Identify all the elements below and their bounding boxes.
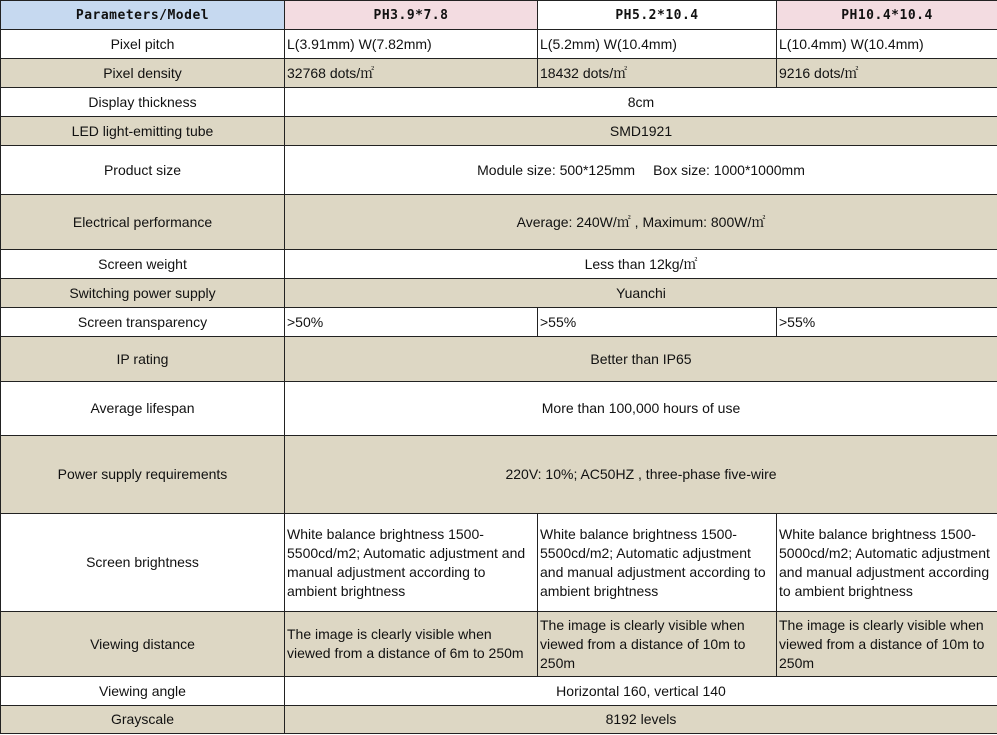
row-power-supply-requirements xyxy=(1,436,997,514)
cell-ph5-2: L(5.2mm) W(10.4mm) xyxy=(538,30,777,59)
row-screen-transparency xyxy=(1,308,997,337)
row-value: 220V: 10%; AC50HZ , three-phase five-wire xyxy=(285,436,997,514)
cell-ph5-2: >55% xyxy=(538,308,777,337)
row-label: LED light-emitting tube xyxy=(1,117,285,146)
cell-ph10-4: 9216 dots/㎡ xyxy=(777,59,997,88)
row-label: Power supply requirements xyxy=(1,436,285,514)
box-size-text: Box size: 1000*1000mm xyxy=(653,161,805,178)
row-viewing-angle xyxy=(1,677,997,706)
header-model-ph5-2: PH5.2*10.4 xyxy=(538,1,777,30)
cell-ph5-2: 18432 dots/㎡ xyxy=(538,59,777,88)
row-pixel-density xyxy=(1,59,997,88)
row-value: SMD1921 xyxy=(285,117,997,146)
row-display-thickness xyxy=(1,88,997,117)
row-label: Viewing angle xyxy=(1,677,285,706)
header-model-ph3-9: PH3.9*7.8 xyxy=(285,1,538,30)
cell-ph10-4: White balance brightness 1500-5000cd/m2; Automatic adjustment and manual adjustment according to ambient brightness xyxy=(777,514,997,612)
row-label: Grayscale xyxy=(1,706,285,734)
header-model-ph10-4: PH10.4*10.4 xyxy=(777,1,997,30)
row-value: Yuanchi xyxy=(285,279,997,308)
cell-ph3-9: The image is clearly visible when viewed from a distance of 6m to 250m xyxy=(285,612,538,677)
row-label: Product size xyxy=(1,146,285,195)
cell-ph10-4: >55% xyxy=(777,308,997,337)
row-label: Pixel pitch xyxy=(1,30,285,59)
row-label: Screen brightness xyxy=(1,514,285,612)
row-value: Average: 240W/㎡ , Maximum: 800W/㎡ xyxy=(285,195,997,250)
cell-ph3-9: >50% xyxy=(285,308,538,337)
row-label: IP rating xyxy=(1,337,285,382)
row-value: 8192 levels xyxy=(285,706,997,734)
row-electrical-performance xyxy=(1,195,997,250)
row-label: Viewing distance xyxy=(1,612,285,677)
row-screen-weight xyxy=(1,250,997,279)
row-label: Average lifespan xyxy=(1,382,285,436)
cell-ph5-2: White balance brightness 1500-5500cd/m2; Automatic adjustment and manual adjustment according to ambient brightness xyxy=(538,514,777,612)
row-ip-rating xyxy=(1,337,997,382)
header-row xyxy=(1,1,997,30)
cell-ph3-9: White balance brightness 1500-5500cd/m2; Automatic adjustment and manual adjustment according to ambient brightness xyxy=(285,514,538,612)
row-label: Electrical performance xyxy=(1,195,285,250)
row-value: More than 100,000 hours of use xyxy=(285,382,997,436)
row-label: Switching power supply xyxy=(1,279,285,308)
row-label: Screen transparency xyxy=(1,308,285,337)
row-grayscale xyxy=(1,706,997,734)
row-pixel-pitch xyxy=(1,30,997,59)
header-parameters-model: Parameters/Model xyxy=(1,1,285,30)
row-value: Better than IP65 xyxy=(285,337,997,382)
row-label: Pixel density xyxy=(1,59,285,88)
row-label: Display thickness xyxy=(1,88,285,117)
row-value: Less than 12kg/㎡ xyxy=(285,250,997,279)
row-average-lifespan xyxy=(1,382,997,436)
cell-ph10-4: L(10.4mm) W(10.4mm) xyxy=(777,30,997,59)
row-led-tube xyxy=(1,117,997,146)
row-value: 8cm xyxy=(285,88,997,117)
cell-ph3-9: 32768 dots/㎡ xyxy=(285,59,538,88)
row-screen-brightness xyxy=(1,514,997,612)
row-viewing-distance xyxy=(1,612,997,677)
row-value: Horizontal 160, vertical 140 xyxy=(285,677,997,706)
module-size-text: Module size: 500*125mm xyxy=(477,161,636,178)
row-switching-power-supply xyxy=(1,279,997,308)
cell-ph5-2: The image is clearly visible when viewed from a distance of 10m to 250m xyxy=(538,612,777,677)
cell-ph10-4: The image is clearly visible when viewed from a distance of 10m to 250m xyxy=(777,612,997,677)
row-value xyxy=(285,146,997,195)
cell-ph3-9: L(3.91mm) W(7.82mm) xyxy=(285,30,538,59)
row-label: Screen weight xyxy=(1,250,285,279)
row-product-size xyxy=(1,146,997,195)
